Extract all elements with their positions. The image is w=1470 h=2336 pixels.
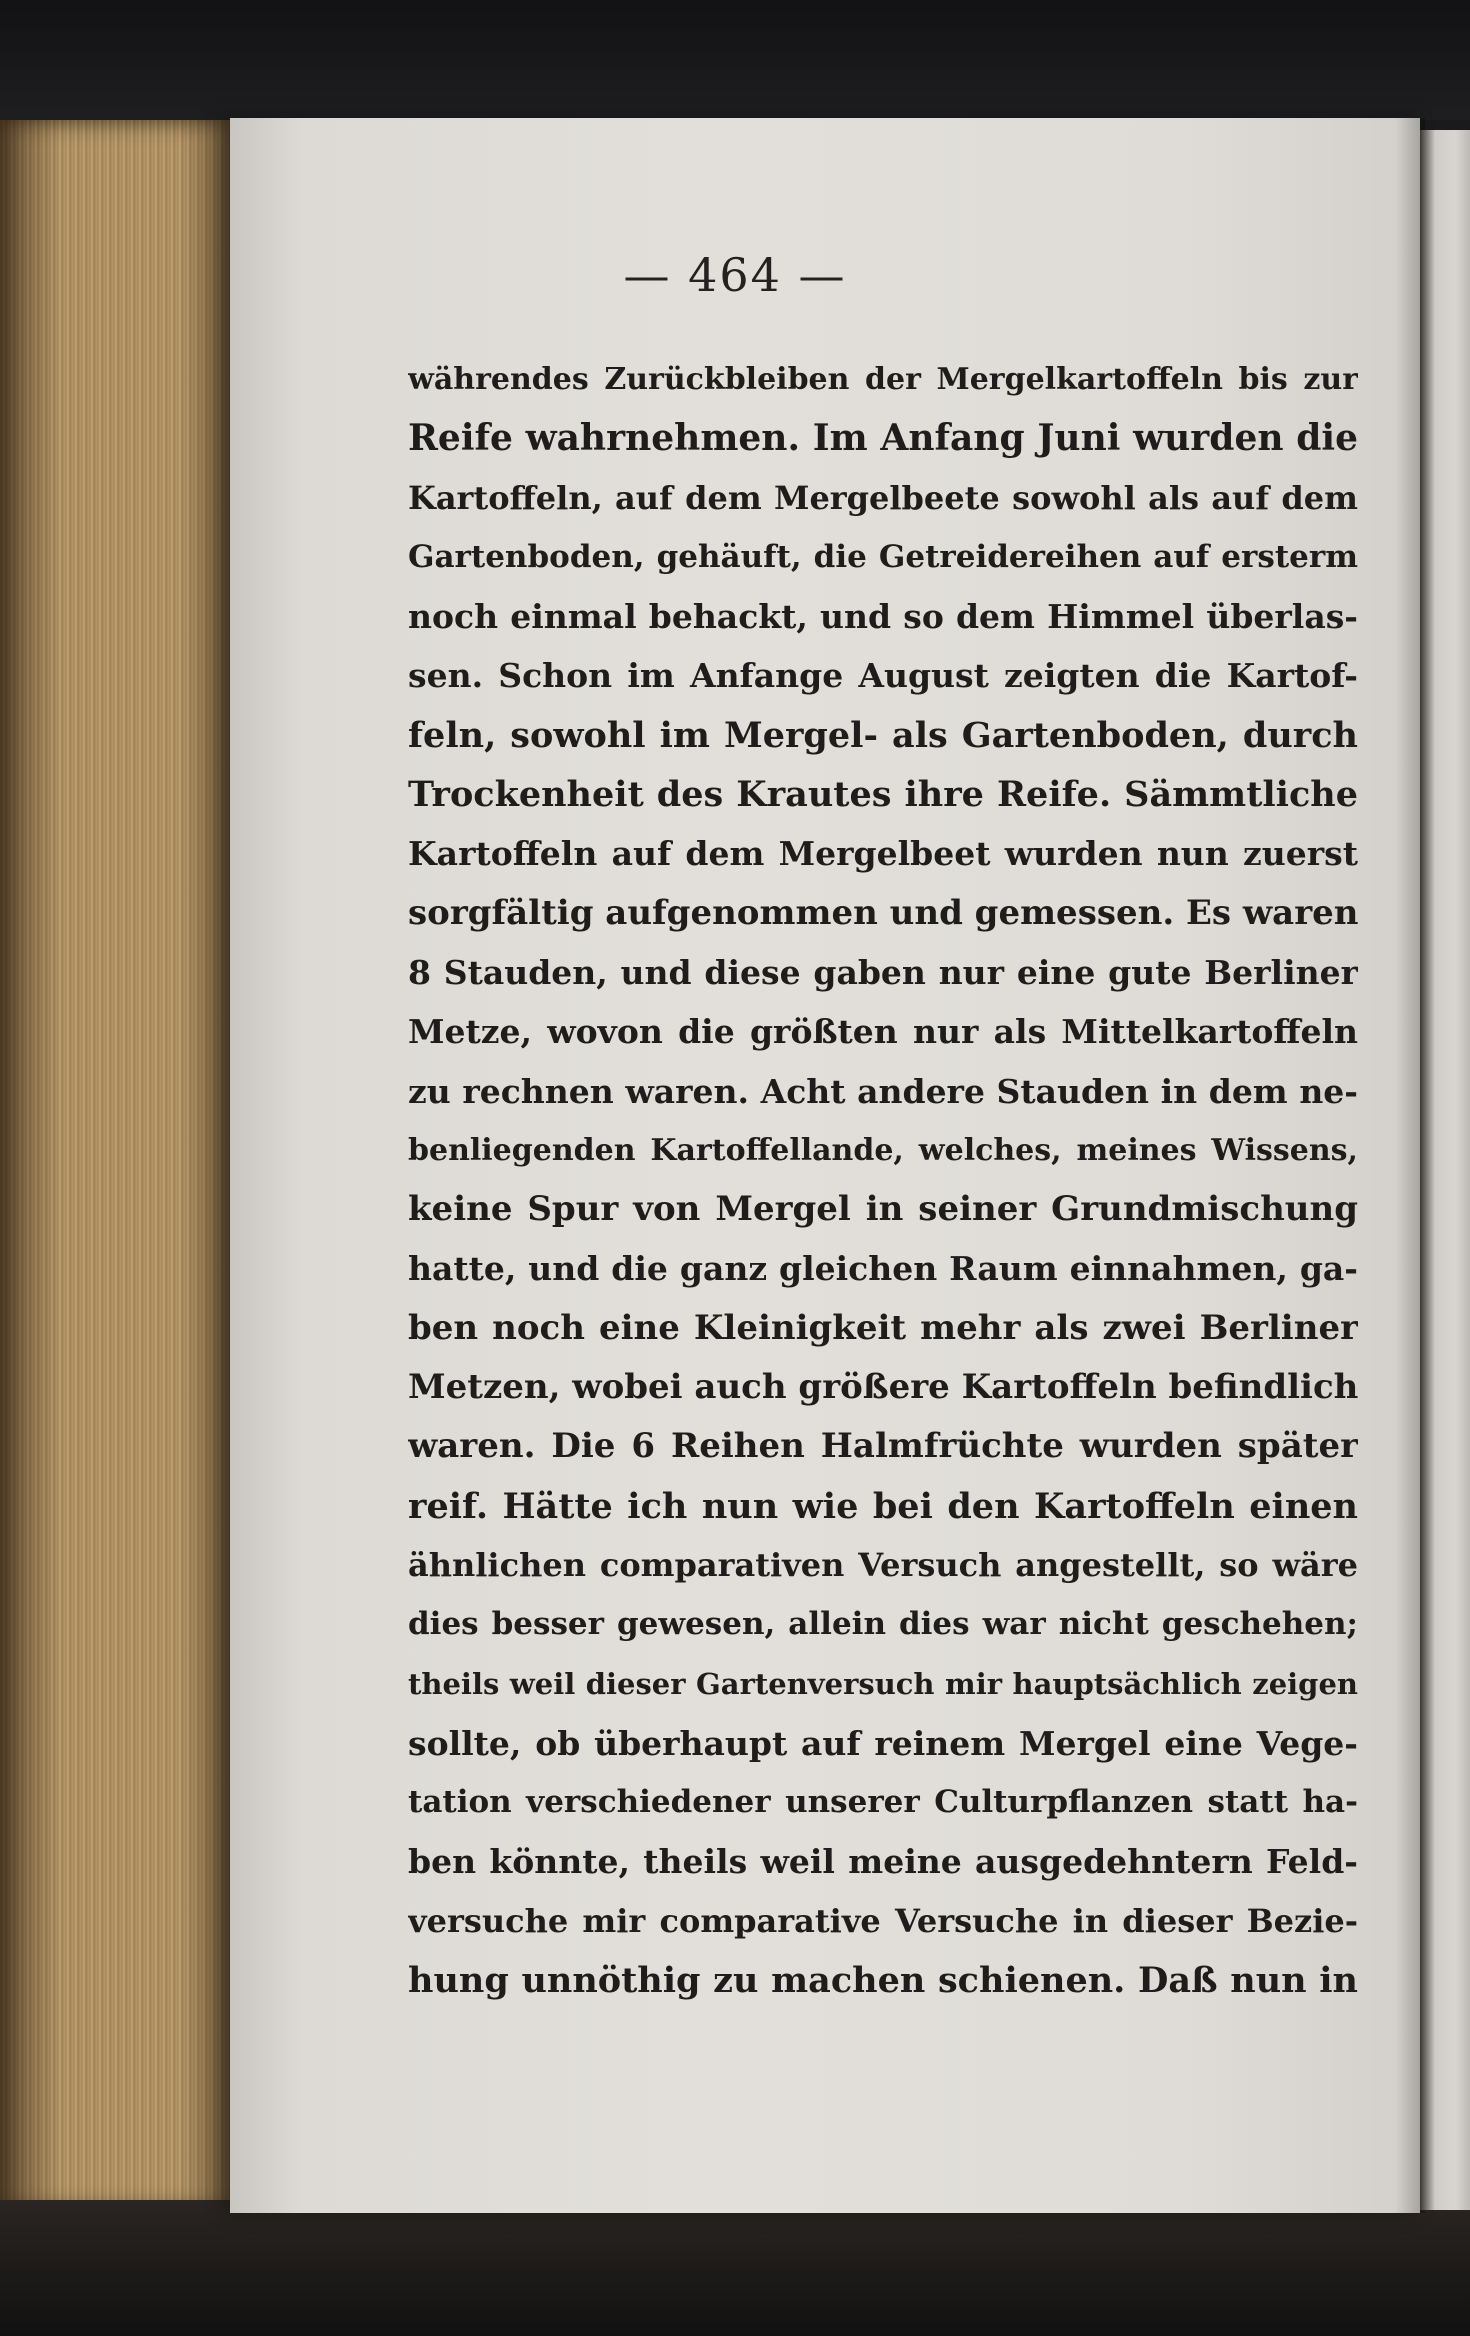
facing-page-sliver	[1420, 130, 1470, 2210]
text-line: sorgfältig aufgenommen und gemessen. Es waren	[408, 892, 1358, 933]
text-line: dies besser gewesen, allein dies war nicht geschehen;	[408, 1606, 1358, 1643]
backdrop	[0, 0, 1470, 120]
text-line: ben könnte, theils weil meine ausgedehntern Feld-	[408, 1842, 1358, 1882]
text-line: feln, sowohl im Mergel- als Gartenboden, durch	[408, 714, 1358, 756]
text-line: ben noch eine Kleinigkeit mehr als zwei Berliner	[408, 1307, 1358, 1348]
text-line: waren. Die 6 Reihen Halmfrüchte wurden später	[408, 1426, 1358, 1467]
text-line: reif. Hätte ich nun wie bei den Kartoffeln einen	[408, 1485, 1358, 1527]
text-line: Kartoffeln, auf dem Mergelbeete sowohl als auf dem	[408, 478, 1358, 517]
page-text	[408, 350, 1358, 2010]
text-line: versuche mir comparative Versuche in dieser Bezie-	[408, 1901, 1358, 1940]
text-line: Metzen, wobei auch größere Kartoffeln befindlich	[408, 1367, 1358, 1408]
page-number: — 464 —	[623, 248, 847, 302]
text-line: sollte, ob überhaupt auf reinem Mergel eine Vege-	[408, 1723, 1358, 1763]
text-line: theils weil dieser Gartenversuch mir hauptsächlich zeigen	[408, 1666, 1358, 1701]
book-bottom-shadow	[0, 2200, 1470, 2336]
text-line: zu rechnen waren. Acht andere Stauden in dem ne-	[408, 1071, 1358, 1111]
text-line: Trockenheit des Krautes ihre Reife. Sämmtliche	[408, 774, 1358, 816]
text-line: noch einmal behackt, und so dem Himmel überlas-	[408, 597, 1358, 637]
text-line: tation verschiedener unserer Culturpflanzen statt ha-	[408, 1784, 1358, 1821]
text-line: Kartoffeln auf dem Mergelbeet wurden nun zuerst	[408, 834, 1358, 874]
text-line: hung unnöthig zu machen schienen. Daß nun in	[408, 1960, 1358, 2002]
text-line: sen. Schon im Anfange August zeigten die Kartof-	[408, 656, 1358, 696]
text-line: keine Spur von Mergel in seiner Grundmischung	[408, 1189, 1358, 1230]
text-line: hatte, und die ganz gleichen Raum einnahmen, ga-	[408, 1249, 1358, 1289]
text-line: Reife wahrnehmen. Im Anfang Juni wurden die	[408, 417, 1358, 460]
text-line: währendes Zurückbleiben der Mergelkartoffeln bis zur	[408, 362, 1358, 397]
text-line: ähnlichen comparativen Versuch angestellt, so wäre	[408, 1545, 1358, 1584]
text-line: Gartenboden, gehäuft, die Getreidereihen auf ersterm	[408, 538, 1358, 575]
text-line: benliegenden Kartoffellande, welches, meines Wissens,	[408, 1132, 1358, 1168]
stacked-page-edges	[0, 120, 240, 2210]
text-line: Metze, wovon die größten nur als Mittelkartoffeln	[408, 1012, 1358, 1052]
text-line: 8 Stauden, und diese gaben nur eine gute Berliner	[408, 952, 1358, 992]
